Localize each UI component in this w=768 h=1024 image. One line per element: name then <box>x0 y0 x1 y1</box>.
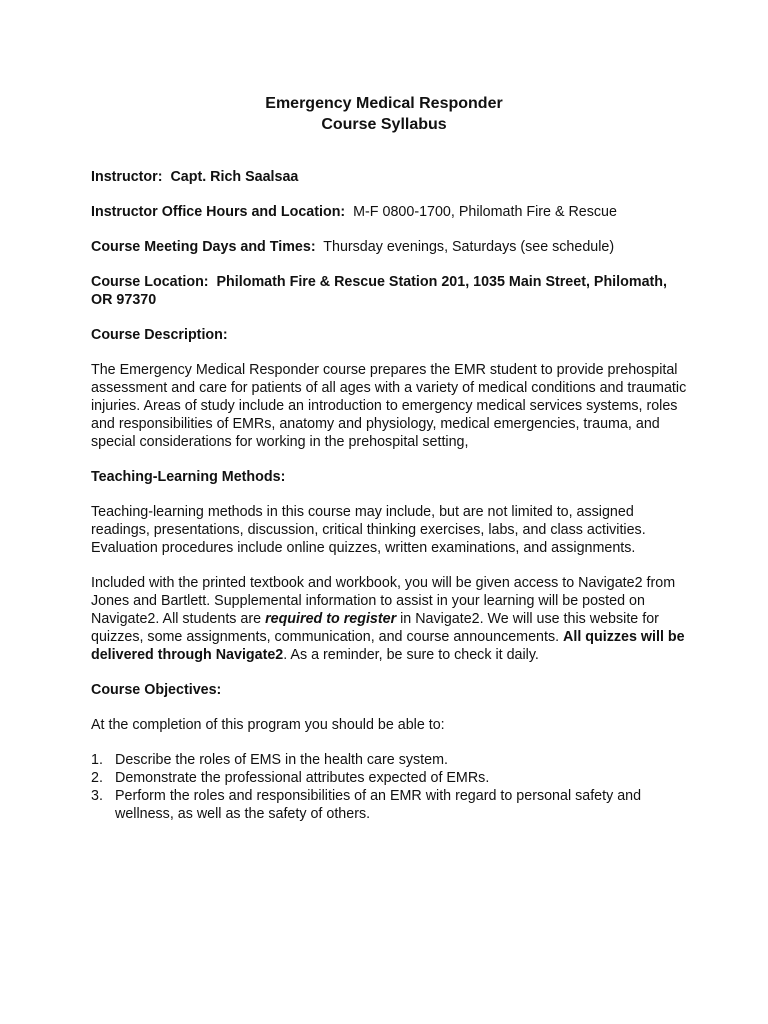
list-item <box>91 787 691 823</box>
register-emphasis: required to register <box>265 611 397 627</box>
teaching-methods-heading: Teaching-Learning Methods: <box>91 469 286 485</box>
objectives-intro: At the completion of this program you should be able to: <box>91 717 445 733</box>
list-item <box>91 769 691 787</box>
course-location-field <box>91 273 691 309</box>
instructor-field <box>91 168 691 186</box>
course-location-label: Course Location: <box>91 274 209 290</box>
list-item-text: Demonstrate the professional attributes expected of EMRs. <box>115 770 490 786</box>
office-hours-field <box>91 203 691 221</box>
course-description-heading: Course Description: <box>91 327 228 343</box>
list-item-number: 3. <box>91 788 103 804</box>
office-hours-label: Instructor Office Hours and Location: <box>91 204 346 220</box>
document-title-block <box>0 93 768 135</box>
office-hours-value: M-F 0800-1700, Philomath Fire & Rescue <box>353 204 617 220</box>
list-item-number: 2. <box>91 770 103 786</box>
list-item-text: Describe the roles of EMS in the health care system. <box>115 752 448 768</box>
meeting-times-label: Course Meeting Days and Times: <box>91 239 316 255</box>
list-item-number: 1. <box>91 752 103 768</box>
document-title: Emergency Medical Responder <box>265 95 503 112</box>
navigate2-text-2: in Navigate2. We will use this website for quizzes, some assignments, communication, and course announcements. <box>91 611 659 645</box>
navigate2-text-1: Included with the printed textbook and workbook, you will be given access to Navigate2 from Jones and Bartlett. Supplemental information to assist in your learning will be posted on Navigate2. All students are <box>91 575 676 627</box>
document-body <box>91 168 691 823</box>
navigate2-paragraph <box>91 574 691 664</box>
meeting-times-value: Thursday evenings, Saturdays (see schedule) <box>323 239 615 255</box>
course-location-value: Philomath Fire & Rescue Station 201, 1035 Main Street, Philomath, OR 97370 <box>91 274 667 308</box>
instructor-value: Capt. Rich Saalsaa <box>170 169 299 185</box>
course-description-text: The Emergency Medical Responder course prepares the EMR student to provide prehospital assessment and care for patients of all ages with a variety of medical conditions and traumatic injuries. Areas of study include an introduction to emergency medical services systems, roles and responsibilities of EMRs, anatomy and physiology, medical emergencies, trauma, and special considerations for working in the prehospital setting, <box>91 362 687 450</box>
list-item-text: Perform the roles and responsibilities of an EMR with regard to personal safety and wellness, as well as the safety of others. <box>115 788 642 822</box>
objectives-list <box>91 751 691 823</box>
meeting-times-field <box>91 238 691 256</box>
navigate2-text-3: . As a reminder, be sure to check it daily. <box>283 647 539 663</box>
list-item <box>91 751 691 769</box>
course-objectives-heading: Course Objectives: <box>91 682 222 698</box>
quizzes-emphasis: All quizzes will be delivered through Navigate2 <box>91 629 685 663</box>
document-subtitle: Course Syllabus <box>321 116 447 133</box>
instructor-label: Instructor: <box>91 169 163 185</box>
teaching-methods-paragraph: Teaching-learning methods in this course may include, but are not limited to, assigned readings, presentations, discussion, critical thinking exercises, labs, and class activities. Evaluation procedures include online quizzes, written examinations, and assignments. <box>91 504 646 556</box>
